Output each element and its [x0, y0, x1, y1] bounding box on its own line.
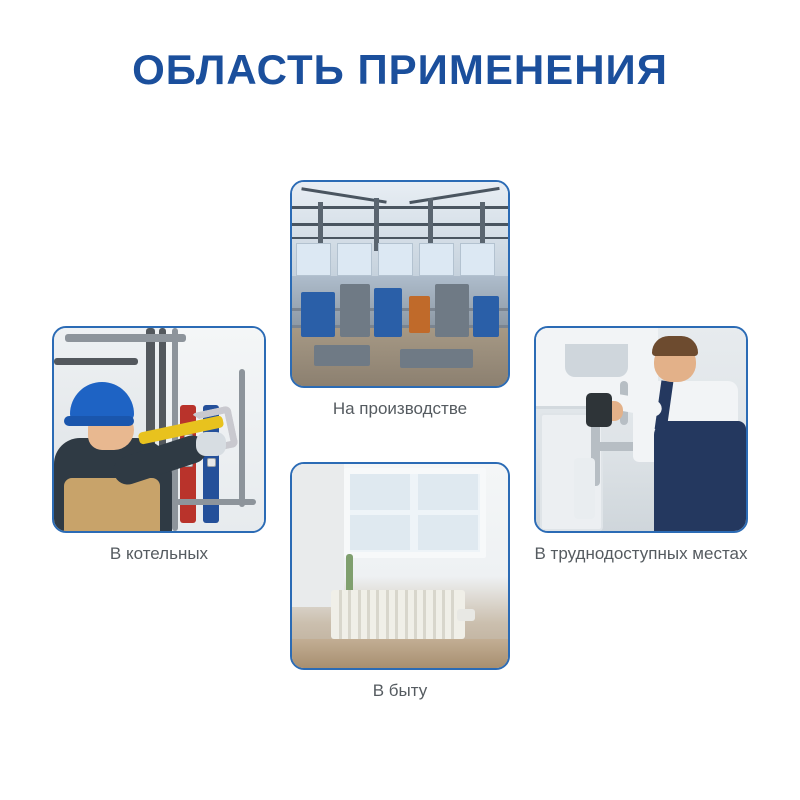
card-caption: На производстве: [332, 399, 468, 418]
industrial-plant-interior-photo: [290, 180, 510, 388]
card-caption: В быту: [372, 681, 428, 700]
page-title: ОБЛАСТЬ ПРИМЕНЕНИЯ: [132, 46, 668, 93]
home-radiator-under-window-photo: [290, 462, 510, 670]
card-boiler-rooms[interactable]: [52, 326, 266, 566]
card-hard-to-reach-places[interactable]: [534, 326, 748, 566]
card-production[interactable]: [290, 180, 510, 421]
worker-in-boiler-room-photo: [52, 326, 266, 533]
card-caption: В труднодоступных местах: [534, 544, 748, 563]
card-caption: В котельных: [109, 544, 209, 563]
card-household[interactable]: [290, 462, 510, 703]
plumber-under-sink-photo: [534, 326, 748, 533]
